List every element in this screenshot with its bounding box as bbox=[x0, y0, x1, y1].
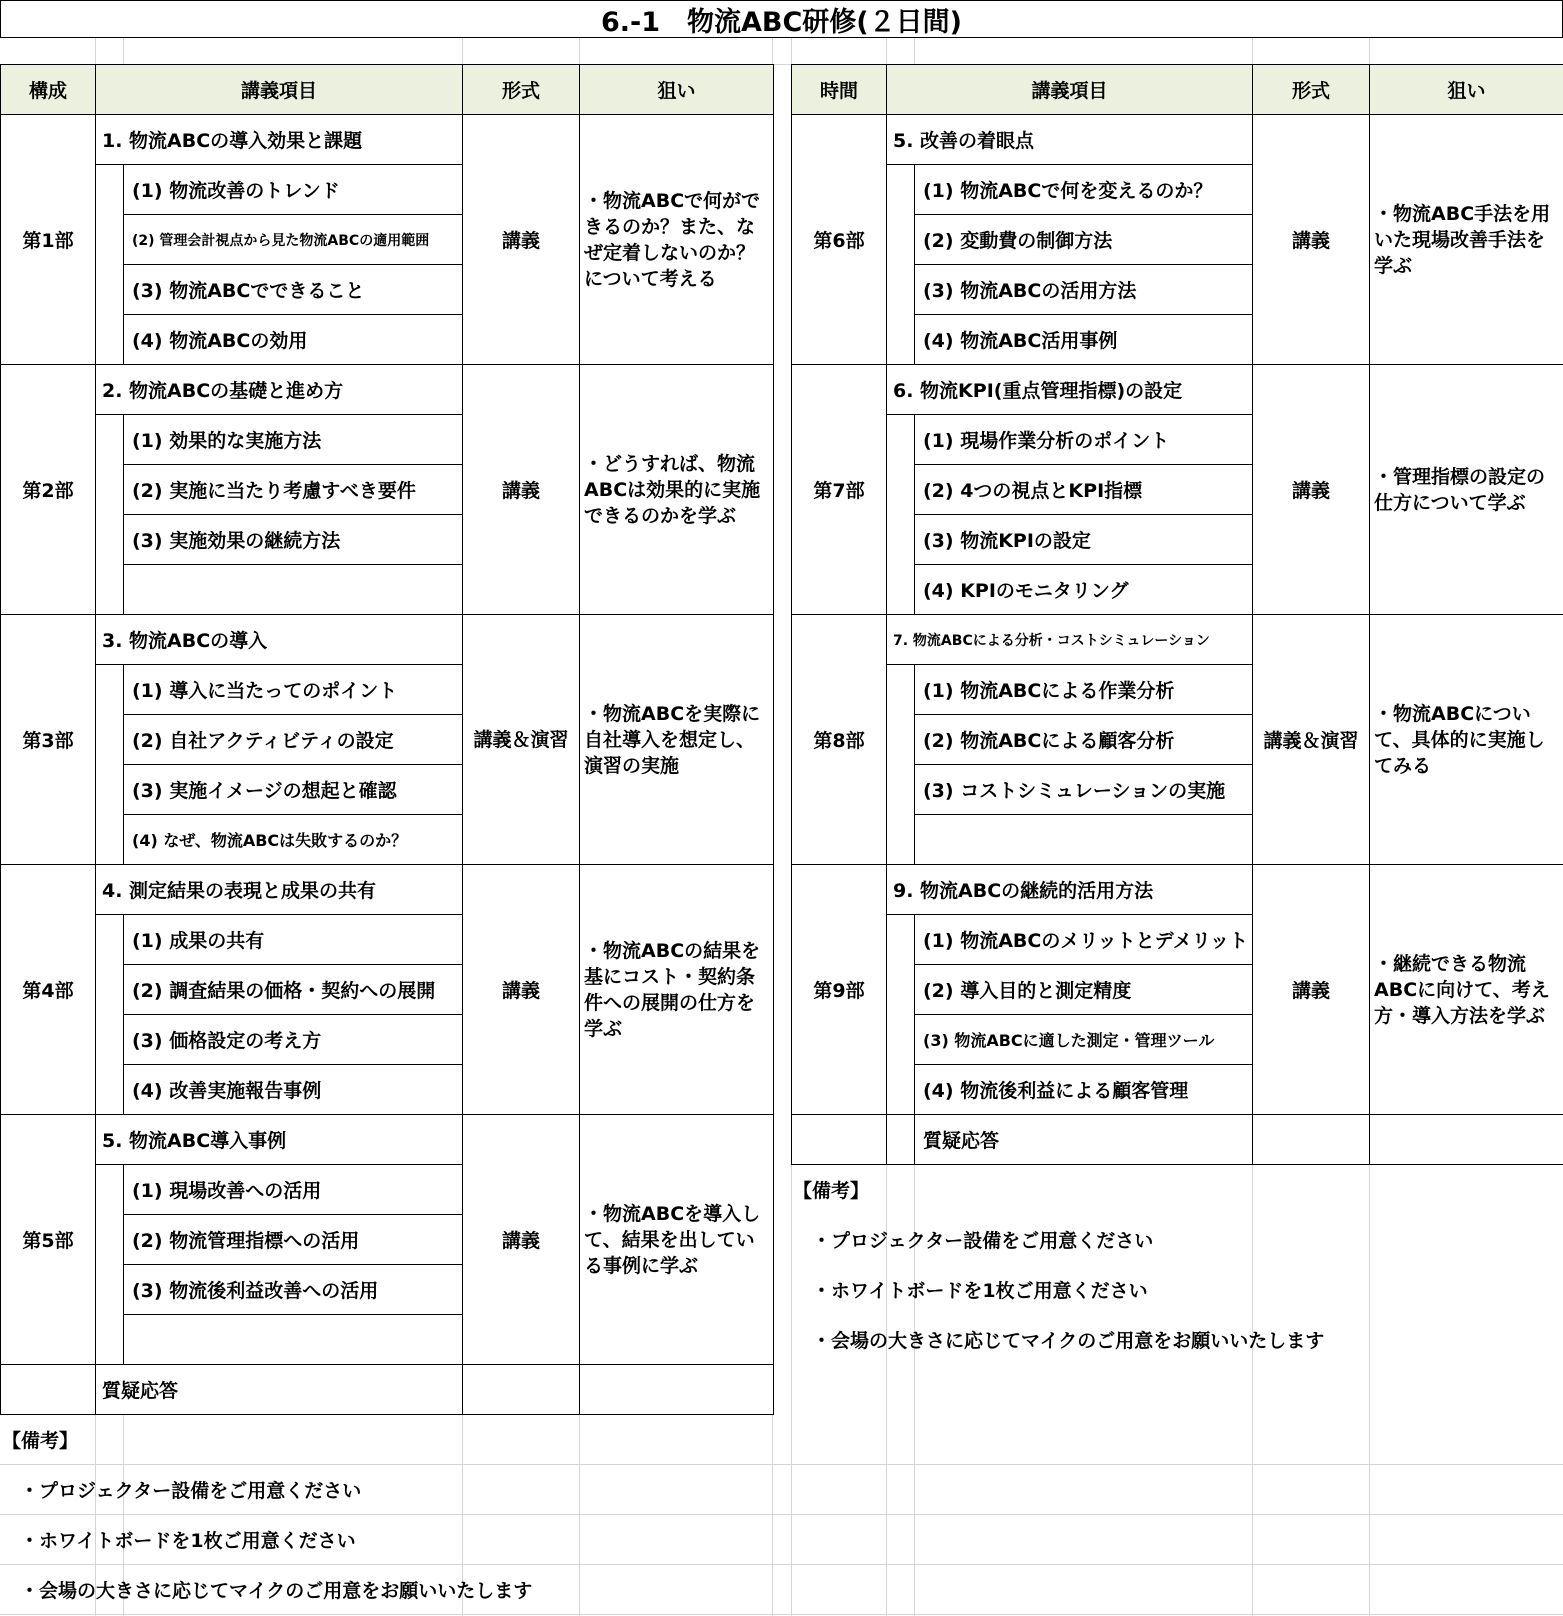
lecture-item: (4) 物流ABC活用事例 bbox=[915, 315, 1253, 365]
lecture-item: (1) 物流ABCのメリットとデメリット bbox=[915, 915, 1253, 965]
right-schedule-table bbox=[791, 64, 1563, 1165]
part-label: 第3部 bbox=[1, 615, 96, 865]
header-aim: 狙い bbox=[1370, 65, 1563, 115]
qa-row: 質疑応答 bbox=[915, 1115, 1253, 1165]
lecture-item: (3) 物流ABCに適した測定・管理ツール bbox=[915, 1015, 1253, 1065]
header-format: 形式 bbox=[1253, 65, 1370, 115]
part-label: 第6部 bbox=[792, 115, 887, 365]
lecture-item: (3) 物流ABCの活用方法 bbox=[915, 265, 1253, 315]
header-structure: 構成 bbox=[1, 65, 96, 115]
section-title: 5. 物流ABC導入事例 bbox=[96, 1115, 463, 1165]
section-title: 4. 測定結果の表現と成果の共有 bbox=[96, 865, 463, 915]
lecture-item: (1) 現場改善への活用 bbox=[124, 1165, 463, 1215]
lecture-item: (4) なぜ、物流ABCは失敗するのか？ bbox=[124, 815, 463, 865]
note-item: ・プロジェクター設備をご用意ください bbox=[812, 1230, 1154, 1252]
format-cell: 講義 bbox=[463, 1115, 580, 1365]
lecture-item: (1) 物流ABCで何を変えるのか？ bbox=[915, 165, 1253, 215]
aim-cell: ・物流ABCを導入して、結果を出している事例に学ぶ bbox=[580, 1115, 774, 1365]
lecture-item: (1) 成果の共有 bbox=[124, 915, 463, 965]
lecture-item: (1) 導入に当たってのポイント bbox=[124, 665, 463, 715]
header-format: 形式 bbox=[463, 65, 580, 115]
format-cell: 講義 bbox=[1253, 115, 1370, 365]
format-cell: 講義＆演習 bbox=[463, 615, 580, 865]
qa-row: 質疑応答 bbox=[96, 1365, 463, 1415]
lecture-item bbox=[124, 565, 463, 615]
format-cell: 講義 bbox=[463, 365, 580, 615]
lecture-item: (4) 物流後利益による顧客管理 bbox=[915, 1065, 1253, 1115]
section-title: 5. 改善の着眼点 bbox=[887, 115, 1253, 165]
lecture-item: (2) 自社アクティビティの設定 bbox=[124, 715, 463, 765]
lecture-item: (2) 変動費の制御方法 bbox=[915, 215, 1253, 265]
notes-title: 【備考】 bbox=[793, 1180, 870, 1202]
lecture-item: (1) 物流改善のトレンド bbox=[124, 165, 463, 215]
format-cell: 講義 bbox=[1253, 865, 1370, 1115]
part-label: 第4部 bbox=[1, 865, 96, 1115]
part-label: 第5部 bbox=[1, 1115, 96, 1365]
aim-cell: ・継続できる物流ABCに向けて、考え方・導入方法を学ぶ bbox=[1370, 865, 1563, 1115]
aim-cell: ・物流ABCについて、具体的に実施してみる bbox=[1370, 615, 1563, 865]
lecture-item: (1) 物流ABCによる作業分析 bbox=[915, 665, 1253, 715]
left-schedule-table bbox=[0, 64, 774, 1415]
aim-cell: ・どうすれば、物流ABCは効果的に実施できるのかを学ぶ bbox=[580, 365, 774, 615]
note-item: ・プロジェクター設備をご用意ください bbox=[20, 1480, 362, 1502]
format-cell: 講義＆演習 bbox=[1253, 615, 1370, 865]
lecture-item: (4) KPIのモニタリング bbox=[915, 565, 1253, 615]
section-title: 2. 物流ABCの基礎と進め方 bbox=[96, 365, 463, 415]
section-title: 6. 物流KPI(重点管理指標)の設定 bbox=[887, 365, 1253, 415]
lecture-item: (2) 調査結果の価格・契約への展開 bbox=[124, 965, 463, 1015]
lecture-item: (2) 管理会計視点から見た物流ABCの適用範囲 bbox=[124, 215, 463, 265]
lecture-item bbox=[124, 1315, 463, 1365]
part-label: 第2部 bbox=[1, 365, 96, 615]
note-item: ・会場の大きさに応じてマイクのご用意をお願いいたします bbox=[20, 1580, 533, 1602]
part-label: 第1部 bbox=[1, 115, 96, 365]
lecture-item: (3) 価格設定の考え方 bbox=[124, 1015, 463, 1065]
lecture-item: (2) 実施に当たり考慮すべき要件 bbox=[124, 465, 463, 515]
gridline bbox=[0, 1514, 1563, 1515]
note-item: ・ホワイトボードを1枚ご用意ください bbox=[20, 1530, 356, 1552]
aim-cell: ・管理指標の設定の仕方について学ぶ bbox=[1370, 365, 1563, 615]
part-label: 第9部 bbox=[792, 865, 887, 1115]
section-title: 7. 物流ABCによる分析・コストシミュレーション bbox=[887, 615, 1253, 665]
lecture-item: (2) 物流ABCによる顧客分析 bbox=[915, 715, 1253, 765]
note-item: ・ホワイトボードを1枚ご用意ください bbox=[812, 1280, 1148, 1302]
gridline bbox=[0, 1564, 1563, 1565]
page-title: 6.-1 物流ABC研修(２日間) bbox=[0, 0, 1563, 38]
lecture-item: (3) 実施効果の継続方法 bbox=[124, 515, 463, 565]
lecture-item: (3) 物流KPIの設定 bbox=[915, 515, 1253, 565]
lecture-item: (2) 4つの視点とKPI指標 bbox=[915, 465, 1253, 515]
part-label: 第7部 bbox=[792, 365, 887, 615]
gridline bbox=[0, 1464, 1563, 1465]
section-title: 1. 物流ABCの導入効果と課題 bbox=[96, 115, 463, 165]
aim-cell: ・物流ABCの結果を基にコスト・契約条件への展開の仕方を学ぶ bbox=[580, 865, 774, 1115]
gridline bbox=[0, 1614, 1563, 1615]
lecture-item: (1) 効果的な実施方法 bbox=[124, 415, 463, 465]
part-label: 第8部 bbox=[792, 615, 887, 865]
lecture-item: (3) 実施イメージの想起と確認 bbox=[124, 765, 463, 815]
lecture-item: (3) 物流後利益改善への活用 bbox=[124, 1265, 463, 1315]
header-aim: 狙い bbox=[580, 65, 774, 115]
aim-cell: ・物流ABC手法を用いた現場改善手法を学ぶ bbox=[1370, 115, 1563, 365]
lecture-item bbox=[915, 815, 1253, 865]
header-item: 講義項目 bbox=[96, 65, 463, 115]
note-item: ・会場の大きさに応じてマイクのご用意をお願いいたします bbox=[812, 1330, 1325, 1352]
lecture-item: (3) 物流ABCでできること bbox=[124, 265, 463, 315]
format-cell: 講義 bbox=[1253, 365, 1370, 615]
aim-cell: ・物流ABCを実際に自社導入を想定し、演習の実施 bbox=[580, 615, 774, 865]
lecture-item: (2) 物流管理指標への活用 bbox=[124, 1215, 463, 1265]
section-title: 9. 物流ABCの継続的活用方法 bbox=[887, 865, 1253, 915]
lecture-item: (4) 改善実施報告事例 bbox=[124, 1065, 463, 1115]
format-cell: 講義 bbox=[463, 865, 580, 1115]
lecture-item: (2) 導入目的と測定精度 bbox=[915, 965, 1253, 1015]
aim-cell: ・物流ABCで何ができるのか？また、なぜ定着しないのか？について考える bbox=[580, 115, 774, 365]
notes-title: 【備考】 bbox=[2, 1430, 79, 1452]
section-title: 3. 物流ABCの導入 bbox=[96, 615, 463, 665]
lecture-item: (1) 現場作業分析のポイント bbox=[915, 415, 1253, 465]
lecture-item: (3) コストシミュレーションの実施 bbox=[915, 765, 1253, 815]
format-cell: 講義 bbox=[463, 115, 580, 365]
header-time: 時間 bbox=[792, 65, 887, 115]
header-item: 講義項目 bbox=[887, 65, 1253, 115]
lecture-item: (4) 物流ABCの効用 bbox=[124, 315, 463, 365]
